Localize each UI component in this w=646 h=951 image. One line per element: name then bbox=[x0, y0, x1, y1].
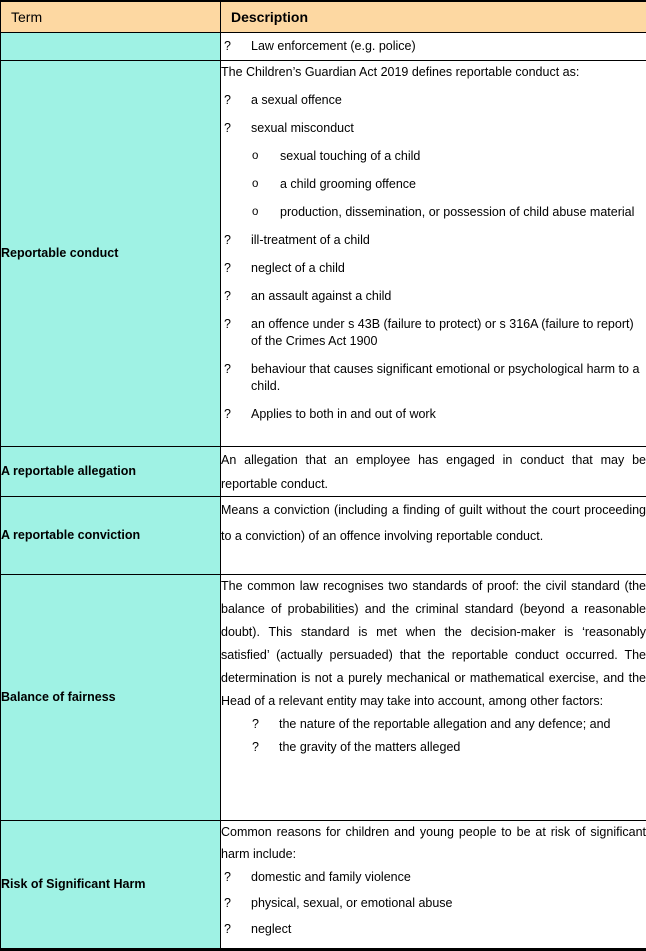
paragraph: Means a conviction (including a finding of guilt without the court proceeding to a conviction) of an offence involving reportable conduct. bbox=[221, 497, 646, 549]
paragraph: Common reasons for children and young people to be at risk of significant harm include: bbox=[221, 821, 646, 865]
table-row bbox=[1, 574, 646, 820]
bullet-marker: ? bbox=[221, 288, 251, 305]
bullet-item bbox=[221, 869, 646, 886]
paragraph: An allegation that an employee has engaged in conduct that may be reportable conduct. bbox=[221, 448, 646, 496]
bullet-text: a child grooming offence bbox=[280, 176, 646, 193]
bullet-item bbox=[221, 92, 646, 109]
description-content bbox=[221, 497, 646, 549]
bullet-item bbox=[221, 232, 646, 249]
bullet-marker: ? bbox=[221, 316, 251, 350]
term-column-header: Term bbox=[1, 1, 221, 32]
bullet-marker: ? bbox=[252, 713, 279, 736]
bullet-item bbox=[221, 406, 646, 423]
bullet-item bbox=[221, 260, 646, 277]
description-content bbox=[221, 61, 646, 434]
description-cell bbox=[221, 496, 646, 574]
description-content bbox=[221, 447, 646, 496]
bullet-marker: o bbox=[251, 176, 280, 193]
bullet-marker: ? bbox=[221, 38, 251, 55]
bullet-marker: ? bbox=[221, 921, 251, 938]
bullet-item bbox=[221, 316, 646, 350]
term-cell: Risk of Significant Harm bbox=[1, 820, 221, 949]
bullet-text: Law enforcement (e.g. police) bbox=[251, 38, 646, 55]
bullet-text: a sexual offence bbox=[251, 92, 646, 109]
bullet-text: Applies to both in and out of work bbox=[251, 406, 646, 423]
term-cell: Reportable conduct bbox=[1, 60, 221, 446]
description-column-header: Description bbox=[221, 1, 646, 32]
table-row bbox=[1, 32, 646, 60]
paragraph: The Children’s Guardian Act 2019 defines reportable conduct as: bbox=[221, 64, 646, 81]
bullet-text: ill-treatment of a child bbox=[251, 232, 646, 249]
sub-bullet-item bbox=[251, 176, 646, 193]
bullet-marker: o bbox=[251, 148, 280, 165]
bullet-item bbox=[252, 736, 646, 759]
bullet-text: an offence under s 43B (failure to protect) or s 316A (failure to report) of the Crimes Act 1900 bbox=[251, 316, 646, 350]
bullet-marker: ? bbox=[221, 869, 251, 886]
term-cell: Balance of fairness bbox=[1, 574, 221, 820]
bullet-item bbox=[221, 38, 646, 55]
bullet-marker: ? bbox=[252, 736, 279, 759]
bullet-marker: o bbox=[251, 204, 280, 221]
description-cell bbox=[221, 32, 646, 60]
bullet-text: production, dissemination, or possession of child abuse material bbox=[280, 204, 646, 221]
bullet-marker: ? bbox=[221, 120, 251, 137]
bullet-item bbox=[221, 921, 646, 938]
bullet-item bbox=[221, 288, 646, 305]
sub-bullet-item bbox=[251, 204, 646, 221]
description-cell bbox=[221, 446, 646, 496]
description-content bbox=[221, 821, 646, 947]
description-content bbox=[221, 575, 646, 759]
bullet-text: sexual touching of a child bbox=[280, 148, 646, 165]
table-row bbox=[1, 820, 646, 949]
bullet-item bbox=[221, 120, 646, 137]
paragraph: The common law recognises two standards of proof: the civil standard (the balance of probabilities) and the criminal standard (beyond a reasonable doubt). This standard is met when the decision-maker is ‘reasonably satisfied’ (actually persuaded) that the reportable conduct occurred. The determination is not a purely mechanical or mathematical exercise, and the Head of a relevant entity may take into account, among other factors: bbox=[221, 575, 646, 713]
description-cell bbox=[221, 60, 646, 446]
bullet-text: neglect bbox=[251, 921, 646, 938]
bullet-text: an assault against a child bbox=[251, 288, 646, 305]
description-cell bbox=[221, 574, 646, 820]
bullet-marker: ? bbox=[221, 361, 251, 395]
table-row bbox=[1, 60, 646, 446]
bullet-text: behaviour that causes significant emotional or psychological harm to a child. bbox=[251, 361, 646, 395]
bullet-text: sexual misconduct bbox=[251, 120, 646, 137]
table-row bbox=[1, 446, 646, 496]
table-header-row bbox=[1, 1, 646, 32]
bullet-text: physical, sexual, or emotional abuse bbox=[251, 895, 646, 912]
description-content bbox=[221, 38, 646, 55]
bullet-marker: ? bbox=[221, 232, 251, 249]
bullet-marker: ? bbox=[221, 895, 251, 912]
bullet-item bbox=[252, 713, 646, 736]
bullet-marker: ? bbox=[221, 406, 251, 423]
term-cell: A reportable conviction bbox=[1, 496, 221, 574]
bullet-text: the gravity of the matters alleged bbox=[279, 736, 646, 759]
term-cell: A reportable allegation bbox=[1, 446, 221, 496]
table-row bbox=[1, 496, 646, 574]
bullet-item bbox=[221, 361, 646, 395]
bullet-text: neglect of a child bbox=[251, 260, 646, 277]
sub-bullet-item bbox=[251, 148, 646, 165]
bullet-marker: ? bbox=[221, 260, 251, 277]
bullet-text: domestic and family violence bbox=[251, 869, 646, 886]
bullet-item bbox=[221, 895, 646, 912]
description-cell bbox=[221, 820, 646, 949]
bullet-marker: ? bbox=[221, 92, 251, 109]
bullet-text: the nature of the reportable allegation and any defence; and bbox=[279, 713, 646, 736]
term-cell bbox=[1, 32, 221, 60]
